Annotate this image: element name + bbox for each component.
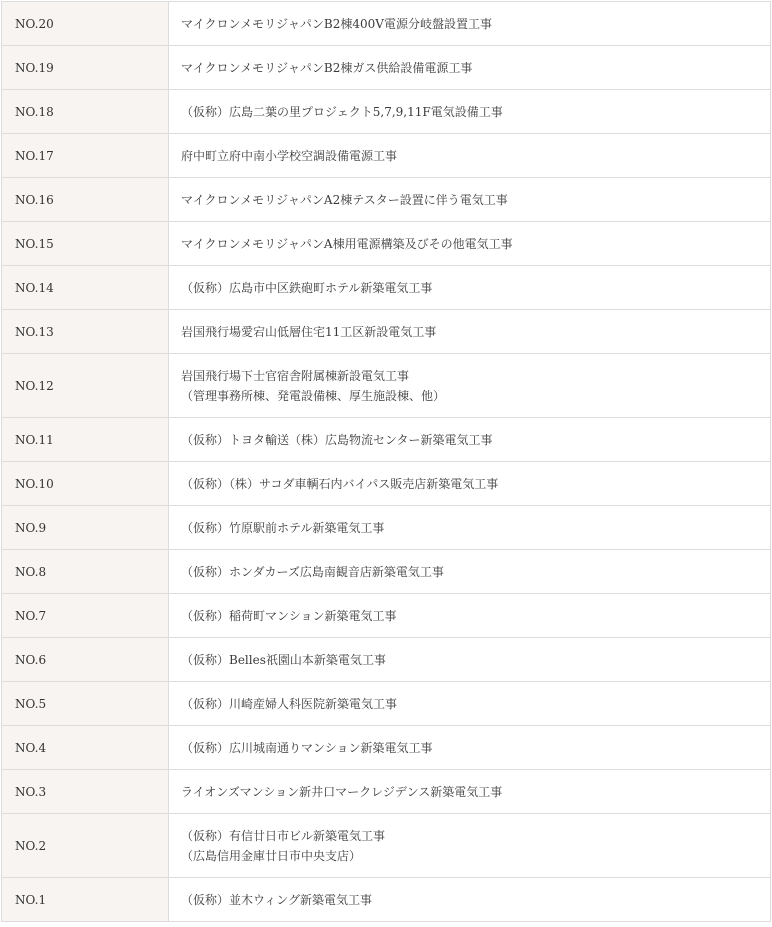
work-name-line: （仮称）川崎産婦人科医院新築電気工事: [181, 696, 398, 711]
table-row: [2, 878, 771, 922]
table-row: [2, 682, 771, 726]
work-name-cell: [169, 594, 771, 638]
work-name-cell: [169, 310, 771, 354]
work-name-cell: [169, 222, 771, 266]
work-name-line: （仮称）トヨタ輸送（株）広島物流センター新築電気工事: [181, 432, 493, 447]
table-row: [2, 266, 771, 310]
work-name-cell: [169, 2, 771, 46]
work-name-line: マイクロンメモリジャパンB2棟400V電源分岐盤設置工事: [181, 16, 492, 31]
work-name-line: マイクロンメモリジャパンA棟用電源構築及びその他電気工事: [181, 236, 513, 251]
table-row: [2, 418, 771, 462]
work-name-cell: [169, 770, 771, 814]
work-name-line: （仮称）並木ウィング新築電気工事: [181, 892, 373, 907]
table-row: [2, 354, 771, 418]
table-row: [2, 814, 771, 878]
work-name-line: マイクロンメモリジャパンA2棟テスター設置に伴う電気工事: [181, 192, 508, 207]
work-number: NO.9: [2, 506, 169, 550]
work-number: NO.1: [2, 878, 169, 922]
table-row: [2, 46, 771, 90]
work-name-line: （仮称）稲荷町マンション新築電気工事: [181, 608, 397, 623]
work-name-cell: [169, 638, 771, 682]
work-name-cell: [169, 418, 771, 462]
work-name-cell: [169, 354, 771, 418]
table-row: [2, 638, 771, 682]
table-row: [2, 726, 771, 770]
work-number: NO.15: [2, 222, 169, 266]
work-name-line: （管理事務所棟、発電設備棟、厚生施設棟、他）: [181, 388, 446, 403]
work-name-cell: [169, 266, 771, 310]
work-name-line: （仮称）有信廿日市ビル新築電気工事: [181, 828, 386, 843]
work-name-line: （仮称）Belles祇園山本新築電気工事: [181, 652, 386, 667]
work-name-line: 岩国飛行場下士官宿舎附属棟新設電気工事: [181, 368, 410, 383]
work-number: NO.14: [2, 266, 169, 310]
table-row: [2, 770, 771, 814]
work-name-cell: [169, 46, 771, 90]
table-row: [2, 550, 771, 594]
work-name-cell: [169, 550, 771, 594]
work-name-cell: [169, 814, 771, 878]
work-number: NO.16: [2, 178, 169, 222]
work-name-line: （仮称）（株）サコダ車輌石内バイパス販売店新築電気工事: [181, 476, 499, 491]
work-name-cell: [169, 878, 771, 922]
work-number: NO.4: [2, 726, 169, 770]
work-number: NO.13: [2, 310, 169, 354]
table-row: [2, 594, 771, 638]
work-name-line: （仮称）ホンダカーズ広島南観音店新築電気工事: [181, 564, 444, 579]
work-name-cell: [169, 726, 771, 770]
work-number: NO.6: [2, 638, 169, 682]
work-number: NO.12: [2, 354, 169, 418]
table-row: [2, 178, 771, 222]
work-number: NO.10: [2, 462, 169, 506]
work-name-line: （仮称）広川城南通りマンション新築電気工事: [181, 740, 433, 755]
work-name-line: 岩国飛行場愛宕山低層住宅11工区新設電気工事: [181, 324, 437, 339]
table-row: [2, 2, 771, 46]
work-name-line: （広島信用金庫廿日市中央支店）: [181, 848, 362, 863]
work-number: NO.2: [2, 814, 169, 878]
table-row: [2, 506, 771, 550]
table-row: [2, 310, 771, 354]
work-number: NO.7: [2, 594, 169, 638]
table-row: [2, 90, 771, 134]
work-name-line: ライオンズマンション新井口マークレジデンス新築電気工事: [181, 784, 503, 799]
work-name-cell: [169, 462, 771, 506]
work-name-cell: [169, 506, 771, 550]
work-name-line: （仮称）広島市中区鉄砲町ホテル新築電気工事: [181, 280, 433, 295]
table-row: [2, 222, 771, 266]
work-name-line: （仮称）竹原駅前ホテル新築電気工事: [181, 520, 385, 535]
work-name-line: 府中町立府中南小学校空調設備電源工事: [181, 148, 398, 163]
work-name-cell: [169, 134, 771, 178]
table-row: [2, 134, 771, 178]
work-number: NO.17: [2, 134, 169, 178]
work-name-cell: [169, 178, 771, 222]
work-name-cell: [169, 682, 771, 726]
work-number: NO.20: [2, 2, 169, 46]
work-name-line: マイクロンメモリジャパンB2棟ガス供給設備電源工事: [181, 60, 473, 75]
works-table-body: [2, 2, 771, 922]
work-number: NO.18: [2, 90, 169, 134]
work-number: NO.3: [2, 770, 169, 814]
works-table: [1, 1, 771, 922]
work-name-cell: [169, 90, 771, 134]
work-number: NO.8: [2, 550, 169, 594]
work-number: NO.19: [2, 46, 169, 90]
work-name-line: （仮称）広島二葉の里プロジェクト5,7,9,11F電気設備工事: [181, 104, 503, 119]
table-row: [2, 462, 771, 506]
work-number: NO.11: [2, 418, 169, 462]
work-number: NO.5: [2, 682, 169, 726]
